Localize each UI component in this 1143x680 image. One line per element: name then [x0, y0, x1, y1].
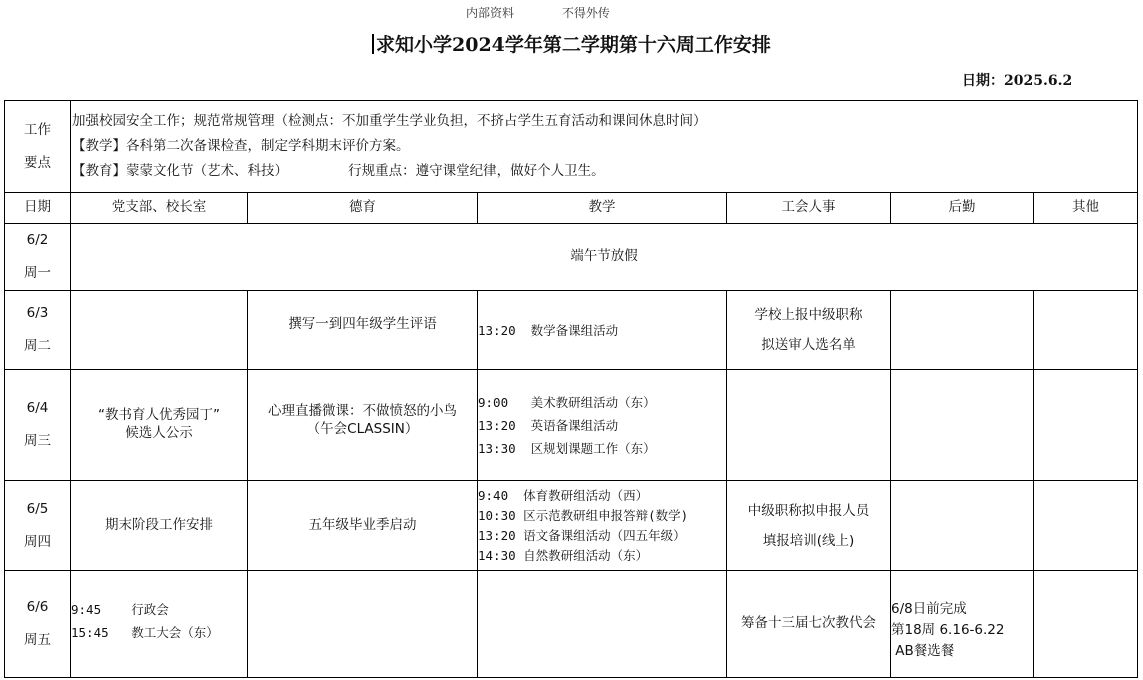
- other-cell: [1034, 481, 1138, 571]
- day-date: 6/6: [26, 599, 49, 615]
- teaching-cell: [478, 481, 727, 571]
- union-cell: [727, 291, 891, 370]
- party-cell: 期末阶段工作安排: [71, 481, 248, 571]
- teaching-item: 9:40 体育教研组活动（西）: [478, 487, 649, 503]
- other-cell: [1034, 571, 1138, 678]
- day-cell: [5, 571, 71, 678]
- moral-line: 心理直播微课：不做愤怒的小鸟: [268, 403, 457, 420]
- moral-cell: 五年级毕业季启动: [248, 481, 478, 571]
- logistics-line: 6/8日前完成: [891, 600, 967, 617]
- col-header-union: 工会人事: [727, 193, 891, 224]
- focus-line-1: 加强校园安全工作；规范常规管理（检测点：不加重学生学业负担，不挤占学生五育活动和课间休息时间）: [72, 113, 707, 129]
- table-row: [5, 291, 1138, 370]
- other-cell: [1034, 291, 1138, 370]
- moral-cell: [248, 370, 478, 481]
- text-cursor: [372, 34, 374, 54]
- teaching-item: 13:20 英语备课组活动: [478, 417, 619, 433]
- day-weekday: 周四: [24, 533, 51, 550]
- teaching-item: 13:20 数学备课组活动: [478, 322, 619, 338]
- day-cell: [5, 481, 71, 571]
- moral-cell: [248, 291, 478, 370]
- union-line: 学校上报中级职称: [754, 307, 863, 323]
- party-line: “教书育人优秀园丁”: [98, 407, 220, 424]
- note-internal: 内部资料: [466, 6, 515, 20]
- holiday-cell: 端午节放假: [71, 224, 1138, 291]
- moral-line: （午会CLASSIN）: [306, 421, 419, 437]
- day-date: 6/4: [26, 400, 49, 416]
- logistics-line: 第18周 6.16-6.22: [891, 621, 1005, 638]
- day-weekday: 周三: [24, 433, 51, 449]
- day-date: 6/5: [26, 500, 49, 517]
- logistics-cell: [891, 481, 1034, 571]
- day-weekday: 周二: [24, 338, 51, 354]
- union-line: 筹备十三届七次教代会: [741, 615, 876, 632]
- logistics-line: AB餐选餐: [891, 642, 955, 659]
- party-line: 15:45 教工大会（东）: [71, 625, 219, 640]
- party-cell: [71, 571, 248, 678]
- table-row: [5, 481, 1138, 571]
- union-cell: [727, 481, 891, 571]
- table-row: [5, 224, 1138, 291]
- other-cell: [1034, 370, 1138, 481]
- day-cell: [5, 224, 71, 291]
- focus-label-line1: 工作: [24, 121, 51, 138]
- focus-line-2: 【教学】各科第二次备课检查，制定学科期末评价方案。: [72, 138, 410, 154]
- day-weekday: 周五: [24, 632, 51, 648]
- union-cell: [727, 370, 891, 481]
- party-line: 9:45 行政会: [71, 602, 169, 617]
- logistics-cell: [891, 291, 1034, 370]
- col-header-other: 其他: [1034, 193, 1138, 224]
- teaching-item: 13:20 语文备课组活动（四五年级）: [478, 527, 686, 543]
- day-weekday: 周一: [24, 265, 51, 281]
- col-header-logistics: 后勤: [891, 193, 1034, 224]
- teaching-item: 14:30 自然教研组活动（东）: [478, 547, 649, 563]
- teaching-item: 9:00 美术教研组活动（东）: [478, 394, 656, 410]
- teaching-cell: [478, 571, 727, 678]
- teaching-item: 10:30 区示范教研组申报答辩(数学): [478, 507, 689, 523]
- col-header-party: 党支部、校长室: [71, 193, 248, 224]
- union-line: 中级职称拟申报人员: [747, 502, 870, 519]
- moral-text: 撰写一到四年级学生评语: [288, 316, 437, 333]
- logistics-cell: [891, 571, 1034, 678]
- focus-line-3: 【教育】蒙蒙文化节（艺术、科技） 行规重点：遵守课堂纪律，做好个人卫生。: [72, 163, 605, 179]
- day-date: 6/2: [26, 232, 49, 248]
- table-row: [5, 571, 1138, 678]
- schedule-date: 日期：2025.6.2: [962, 73, 1073, 89]
- party-cell: [71, 370, 248, 481]
- note-restricted: 不得外传: [561, 6, 610, 20]
- schedule-table: [4, 100, 1138, 678]
- teaching-cell: [478, 370, 727, 481]
- table-row: [5, 370, 1138, 481]
- header-note: [466, 4, 610, 21]
- focus-label-line2: 要点: [24, 154, 51, 171]
- header-row: [5, 193, 1138, 224]
- logistics-cell: [891, 370, 1034, 481]
- focus-row: [5, 101, 1138, 193]
- day-cell: [5, 291, 71, 370]
- page-title-text: 求知小学2024学年第二学期第十六周工作安排: [376, 34, 771, 56]
- party-line: 候选人公示: [125, 425, 193, 441]
- union-cell: [727, 571, 891, 678]
- union-line: 拟送审人选名单: [761, 337, 856, 353]
- col-header-moral: 德育: [248, 193, 478, 224]
- day-cell: [5, 370, 71, 481]
- focus-content-cell: [71, 101, 1138, 193]
- teaching-item: 13:30 区规划课题工作（东）: [478, 440, 656, 456]
- page-title: [372, 30, 771, 57]
- teaching-cell: [478, 291, 727, 370]
- moral-cell: [248, 571, 478, 678]
- col-header-teaching: 教学: [478, 193, 727, 224]
- col-header-date: 日期: [5, 193, 71, 224]
- day-date: 6/3: [26, 305, 49, 321]
- focus-label-cell: [5, 101, 71, 193]
- party-cell: [71, 291, 248, 370]
- union-line: 填报培训(线上): [762, 532, 855, 549]
